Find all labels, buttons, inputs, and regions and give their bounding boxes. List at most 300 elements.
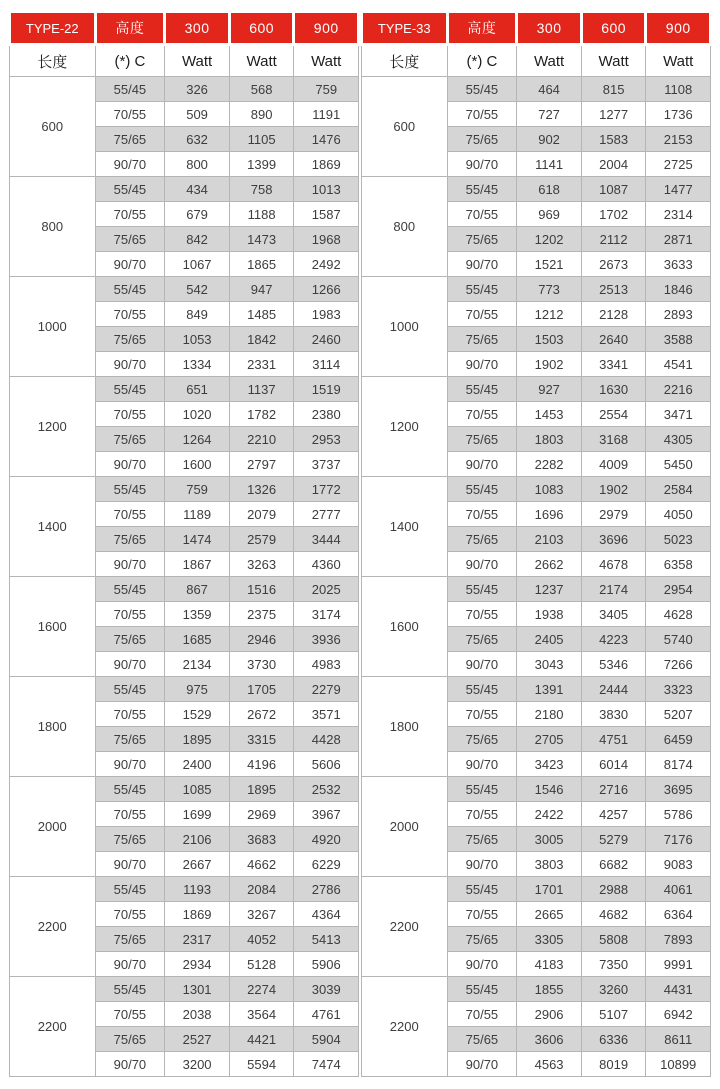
temp-ratio-cell: 70/55 — [95, 302, 165, 327]
temp-ratio-cell: 55/45 — [447, 877, 517, 902]
watt-value-cell: 3315 — [229, 727, 294, 752]
temp-ratio-cell: 55/45 — [447, 477, 517, 502]
type33-label: TYPE-33 — [362, 12, 448, 45]
watt-value-cell: 2979 — [581, 502, 646, 527]
watt-value-cell: 542 — [165, 277, 230, 302]
temp-ratio-cell: 55/45 — [95, 277, 165, 302]
watt-value-cell: 1521 — [517, 252, 582, 277]
watt-value-cell: 2554 — [581, 402, 646, 427]
temp-ratio-cell: 90/70 — [95, 552, 165, 577]
watt-value-cell: 8019 — [581, 1052, 646, 1077]
watt-value-cell: 1846 — [646, 277, 711, 302]
watt-value-cell: 4364 — [294, 902, 359, 927]
watt-value-cell: 1137 — [229, 377, 294, 402]
watt-value-cell: 2786 — [294, 877, 359, 902]
temp-ratio-cell: 90/70 — [95, 752, 165, 777]
temp-ratio-cell: 90/70 — [447, 152, 517, 177]
watt-value-cell: 2953 — [294, 427, 359, 452]
type33-subheader-row — [362, 45, 711, 77]
watt-value-cell: 1013 — [294, 177, 359, 202]
watt-value-cell: 8174 — [646, 752, 711, 777]
length-cell: 1000 — [10, 277, 96, 377]
watt-value-cell: 927 — [517, 377, 582, 402]
temp-ratio-cell: 90/70 — [447, 752, 517, 777]
watt-value-cell: 902 — [517, 127, 582, 152]
table-row — [362, 977, 711, 1002]
watt-value-cell: 1202 — [517, 227, 582, 252]
watt-value-cell: 7266 — [646, 652, 711, 677]
temp-ratio-cell: 70/55 — [447, 402, 517, 427]
table-row — [10, 677, 359, 702]
watt-value-cell: 4541 — [646, 352, 711, 377]
watt-value-cell: 4761 — [294, 1002, 359, 1027]
watt-value-cell: 3260 — [581, 977, 646, 1002]
watt-value-cell: 849 — [165, 302, 230, 327]
watt-value-cell: 1867 — [165, 552, 230, 577]
watt-value-cell: 3696 — [581, 527, 646, 552]
watt-value-cell: 4628 — [646, 602, 711, 627]
watt-value-cell: 773 — [517, 277, 582, 302]
type33-height-600: 600 — [581, 12, 646, 45]
watt-value-cell: 3588 — [646, 327, 711, 352]
watt-value-cell: 4223 — [581, 627, 646, 652]
type33-height-label: 高度 — [447, 12, 517, 45]
watt-value-cell: 2216 — [646, 377, 711, 402]
type22-label: TYPE-22 — [10, 12, 96, 45]
watt-value-cell: 5023 — [646, 527, 711, 552]
watt-value-cell: 1503 — [517, 327, 582, 352]
length-cell: 1800 — [10, 677, 96, 777]
watt-value-cell: 727 — [517, 102, 582, 127]
watt-value-cell: 1085 — [165, 777, 230, 802]
watt-value-cell: 1485 — [229, 302, 294, 327]
watt-value-cell: 1782 — [229, 402, 294, 427]
watt-value-cell: 2797 — [229, 452, 294, 477]
watt-value-cell: 2579 — [229, 527, 294, 552]
watt-value-cell: 3803 — [517, 852, 582, 877]
watt-value-cell: 4662 — [229, 852, 294, 877]
watt-value-cell: 2400 — [165, 752, 230, 777]
watt-value-cell: 1391 — [517, 677, 582, 702]
watt-value-cell: 1108 — [646, 77, 711, 102]
temp-ratio-cell: 75/65 — [447, 427, 517, 452]
watt-value-cell: 618 — [517, 177, 582, 202]
watt-value-cell: 1803 — [517, 427, 582, 452]
table-row — [362, 377, 711, 402]
watt-value-cell: 1301 — [165, 977, 230, 1002]
watt-value-cell: 1630 — [581, 377, 646, 402]
watt-value-cell: 1705 — [229, 677, 294, 702]
temp-ratio-cell: 75/65 — [447, 627, 517, 652]
temp-ratio-cell: 75/65 — [447, 1027, 517, 1052]
temp-ratio-cell: 90/70 — [95, 252, 165, 277]
type22-height-label: 高度 — [95, 12, 165, 45]
watt-value-cell: 3730 — [229, 652, 294, 677]
watt-value-cell: 7350 — [581, 952, 646, 977]
watt-value-cell: 4061 — [646, 877, 711, 902]
watt-value-cell: 4421 — [229, 1027, 294, 1052]
temp-ratio-cell: 70/55 — [447, 202, 517, 227]
watt-value-cell: 5906 — [294, 952, 359, 977]
temp-ratio-cell: 90/70 — [95, 952, 165, 977]
table-row — [362, 177, 711, 202]
watt-value-cell: 1699 — [165, 802, 230, 827]
watt-value-cell: 2128 — [581, 302, 646, 327]
watt-value-cell: 1895 — [165, 727, 230, 752]
watt-value-cell: 3114 — [294, 352, 359, 377]
watt-value-cell: 2954 — [646, 577, 711, 602]
table-row — [10, 977, 359, 1002]
watt-value-cell: 3341 — [581, 352, 646, 377]
temp-ratio-cell: 70/55 — [447, 102, 517, 127]
watt-value-cell: 4052 — [229, 927, 294, 952]
temp-ratio-cell: 75/65 — [447, 127, 517, 152]
watt-value-cell: 1477 — [646, 177, 711, 202]
watt-value-cell: 1546 — [517, 777, 582, 802]
temp-ratio-cell: 90/70 — [447, 552, 517, 577]
length-cell: 1600 — [10, 577, 96, 677]
table-row — [362, 77, 711, 102]
watt-value-cell: 1895 — [229, 777, 294, 802]
watt-value-cell: 1067 — [165, 252, 230, 277]
watt-value-cell: 1473 — [229, 227, 294, 252]
watt-value-cell: 2174 — [581, 577, 646, 602]
watt-value-cell: 2380 — [294, 402, 359, 427]
temp-ratio-cell: 70/55 — [95, 1002, 165, 1027]
watt-value-cell: 2893 — [646, 302, 711, 327]
type22-watt-label-2: Watt — [229, 45, 294, 77]
watt-value-cell: 6682 — [581, 852, 646, 877]
watt-value-cell: 5450 — [646, 452, 711, 477]
watt-value-cell: 3263 — [229, 552, 294, 577]
watt-value-cell: 1865 — [229, 252, 294, 277]
table-row — [10, 577, 359, 602]
watt-value-cell: 1191 — [294, 102, 359, 127]
temp-ratio-cell: 75/65 — [95, 327, 165, 352]
watt-value-cell: 759 — [294, 77, 359, 102]
temp-ratio-cell: 70/55 — [95, 702, 165, 727]
type22-height-300: 300 — [165, 12, 230, 45]
watt-value-cell: 4305 — [646, 427, 711, 452]
length-cell: 2200 — [362, 877, 448, 977]
type22-body — [10, 77, 359, 1077]
watt-value-cell: 1083 — [517, 477, 582, 502]
temp-ratio-cell: 75/65 — [447, 327, 517, 352]
watt-value-cell: 2210 — [229, 427, 294, 452]
length-cell: 2200 — [10, 877, 96, 977]
watt-value-cell: 6942 — [646, 1002, 711, 1027]
temp-ratio-cell: 55/45 — [95, 377, 165, 402]
watt-value-cell: 1701 — [517, 877, 582, 902]
watt-value-cell: 2777 — [294, 502, 359, 527]
type22-table — [8, 10, 360, 1077]
watt-value-cell: 1519 — [294, 377, 359, 402]
temp-ratio-cell: 75/65 — [95, 927, 165, 952]
temp-ratio-cell: 75/65 — [447, 927, 517, 952]
length-cell: 800 — [10, 177, 96, 277]
watt-value-cell: 1453 — [517, 402, 582, 427]
watt-value-cell: 2716 — [581, 777, 646, 802]
watt-value-cell: 679 — [165, 202, 230, 227]
temp-ratio-cell: 75/65 — [95, 627, 165, 652]
watt-value-cell: 1696 — [517, 502, 582, 527]
watt-value-cell: 3471 — [646, 402, 711, 427]
watt-value-cell: 5279 — [581, 827, 646, 852]
watt-value-cell: 2513 — [581, 277, 646, 302]
watt-value-cell: 1702 — [581, 202, 646, 227]
watt-value-cell: 2103 — [517, 527, 582, 552]
watt-value-cell: 326 — [165, 77, 230, 102]
watt-value-cell: 759 — [165, 477, 230, 502]
watt-value-cell: 867 — [165, 577, 230, 602]
type33-header-row — [362, 12, 711, 45]
temp-ratio-cell: 55/45 — [95, 877, 165, 902]
temp-ratio-cell: 75/65 — [95, 427, 165, 452]
watt-value-cell: 947 — [229, 277, 294, 302]
type22-header-row — [10, 12, 359, 45]
watt-value-cell: 3305 — [517, 927, 582, 952]
watt-value-cell: 2084 — [229, 877, 294, 902]
temp-ratio-cell: 55/45 — [447, 177, 517, 202]
watt-value-cell: 2079 — [229, 502, 294, 527]
watt-value-cell: 5740 — [646, 627, 711, 652]
watt-value-cell: 4431 — [646, 977, 711, 1002]
table-row — [10, 377, 359, 402]
watt-value-cell: 2988 — [581, 877, 646, 902]
watt-value-cell: 3005 — [517, 827, 582, 852]
watt-value-cell: 975 — [165, 677, 230, 702]
table-row — [362, 677, 711, 702]
watt-value-cell: 2725 — [646, 152, 711, 177]
watt-value-cell: 1188 — [229, 202, 294, 227]
watt-value-cell: 3267 — [229, 902, 294, 927]
watt-value-cell: 3444 — [294, 527, 359, 552]
length-cell: 2200 — [362, 977, 448, 1077]
table-row — [10, 77, 359, 102]
temp-ratio-cell: 70/55 — [95, 802, 165, 827]
watt-value-cell: 1529 — [165, 702, 230, 727]
watt-value-cell: 4050 — [646, 502, 711, 527]
watt-value-cell: 7176 — [646, 827, 711, 852]
type33-temp-label: (*) C — [447, 45, 517, 77]
watt-value-cell: 568 — [229, 77, 294, 102]
watt-value-cell: 2282 — [517, 452, 582, 477]
watt-value-cell: 6014 — [581, 752, 646, 777]
watt-value-cell: 2180 — [517, 702, 582, 727]
temp-ratio-cell: 70/55 — [95, 602, 165, 627]
temp-ratio-cell: 90/70 — [447, 652, 517, 677]
watt-value-cell: 2317 — [165, 927, 230, 952]
temp-ratio-cell: 55/45 — [447, 677, 517, 702]
length-cell: 600 — [10, 77, 96, 177]
watt-value-cell: 5128 — [229, 952, 294, 977]
temp-ratio-cell: 75/65 — [95, 1027, 165, 1052]
temp-ratio-cell: 70/55 — [95, 502, 165, 527]
temp-ratio-cell: 55/45 — [447, 277, 517, 302]
watt-value-cell: 1237 — [517, 577, 582, 602]
temp-ratio-cell: 55/45 — [447, 77, 517, 102]
temp-ratio-cell: 75/65 — [447, 827, 517, 852]
watt-value-cell: 842 — [165, 227, 230, 252]
watt-value-cell: 758 — [229, 177, 294, 202]
watt-value-cell: 4751 — [581, 727, 646, 752]
watt-value-cell: 2871 — [646, 227, 711, 252]
type22-watt-label-3: Watt — [294, 45, 359, 77]
temp-ratio-cell: 70/55 — [95, 402, 165, 427]
watt-value-cell: 4563 — [517, 1052, 582, 1077]
temp-ratio-cell: 70/55 — [447, 1002, 517, 1027]
temp-ratio-cell: 55/45 — [95, 577, 165, 602]
watt-value-cell: 4983 — [294, 652, 359, 677]
watt-value-cell: 3633 — [646, 252, 711, 277]
watt-value-cell: 3606 — [517, 1027, 582, 1052]
temp-ratio-cell: 55/45 — [95, 977, 165, 1002]
length-cell: 1200 — [10, 377, 96, 477]
temp-ratio-cell: 55/45 — [95, 177, 165, 202]
watt-value-cell: 2667 — [165, 852, 230, 877]
watt-value-cell: 2038 — [165, 1002, 230, 1027]
watt-value-cell: 5207 — [646, 702, 711, 727]
length-cell: 1600 — [362, 577, 448, 677]
temp-ratio-cell: 70/55 — [447, 702, 517, 727]
watt-value-cell: 1087 — [581, 177, 646, 202]
temp-ratio-cell: 55/45 — [447, 377, 517, 402]
watt-value-cell: 2665 — [517, 902, 582, 927]
watt-value-cell: 890 — [229, 102, 294, 127]
type22-subheader-row — [10, 45, 359, 77]
watt-value-cell: 4360 — [294, 552, 359, 577]
watt-value-cell: 3323 — [646, 677, 711, 702]
watt-value-cell: 1968 — [294, 227, 359, 252]
temp-ratio-cell: 55/45 — [95, 477, 165, 502]
watt-value-cell: 1193 — [165, 877, 230, 902]
watt-value-cell: 5346 — [581, 652, 646, 677]
watt-value-cell: 3564 — [229, 1002, 294, 1027]
watt-value-cell: 5413 — [294, 927, 359, 952]
table-row — [10, 277, 359, 302]
length-cell: 2200 — [10, 977, 96, 1077]
watt-value-cell: 632 — [165, 127, 230, 152]
watt-value-cell: 2460 — [294, 327, 359, 352]
watt-value-cell: 1359 — [165, 602, 230, 627]
watt-value-cell: 434 — [165, 177, 230, 202]
watt-value-cell: 3423 — [517, 752, 582, 777]
watt-value-cell: 2584 — [646, 477, 711, 502]
watt-value-cell: 3043 — [517, 652, 582, 677]
type33-height-900: 900 — [646, 12, 711, 45]
temp-ratio-cell: 90/70 — [447, 252, 517, 277]
watt-value-cell: 1983 — [294, 302, 359, 327]
watt-value-cell: 2492 — [294, 252, 359, 277]
temp-ratio-cell: 55/45 — [447, 577, 517, 602]
type22-height-900: 900 — [294, 12, 359, 45]
watt-value-cell: 1141 — [517, 152, 582, 177]
length-cell: 800 — [362, 177, 448, 277]
type33-watt-label-1: Watt — [517, 45, 582, 77]
watt-value-cell: 2662 — [517, 552, 582, 577]
watt-value-cell: 1869 — [294, 152, 359, 177]
watt-value-cell: 5808 — [581, 927, 646, 952]
temp-ratio-cell: 55/45 — [95, 777, 165, 802]
temp-ratio-cell: 55/45 — [95, 77, 165, 102]
watt-value-cell: 1212 — [517, 302, 582, 327]
watt-value-cell: 651 — [165, 377, 230, 402]
watt-value-cell: 1189 — [165, 502, 230, 527]
watt-value-cell: 1855 — [517, 977, 582, 1002]
temp-ratio-cell: 90/70 — [95, 152, 165, 177]
watt-value-cell: 2444 — [581, 677, 646, 702]
temp-ratio-cell: 75/65 — [447, 227, 517, 252]
watt-value-cell: 1264 — [165, 427, 230, 452]
watt-value-cell: 3830 — [581, 702, 646, 727]
watt-value-cell: 2279 — [294, 677, 359, 702]
watt-value-cell: 464 — [517, 77, 582, 102]
table-row — [362, 777, 711, 802]
length-cell: 600 — [362, 77, 448, 177]
watt-value-cell: 800 — [165, 152, 230, 177]
temp-ratio-cell: 55/45 — [447, 777, 517, 802]
length-cell: 1200 — [362, 377, 448, 477]
watt-value-cell: 2946 — [229, 627, 294, 652]
temp-ratio-cell: 75/65 — [95, 727, 165, 752]
watt-value-cell: 3174 — [294, 602, 359, 627]
watt-value-cell: 1772 — [294, 477, 359, 502]
watt-value-cell: 2134 — [165, 652, 230, 677]
watt-value-cell: 2969 — [229, 802, 294, 827]
watt-value-cell: 2532 — [294, 777, 359, 802]
watt-value-cell: 7893 — [646, 927, 711, 952]
watt-value-cell: 815 — [581, 77, 646, 102]
watt-value-cell: 1600 — [165, 452, 230, 477]
watt-value-cell: 2153 — [646, 127, 711, 152]
watt-value-cell: 3737 — [294, 452, 359, 477]
watt-value-cell: 1020 — [165, 402, 230, 427]
watt-value-cell: 1583 — [581, 127, 646, 152]
temp-ratio-cell: 75/65 — [95, 227, 165, 252]
temp-ratio-cell: 90/70 — [95, 652, 165, 677]
length-cell: 1400 — [362, 477, 448, 577]
temp-ratio-cell: 75/65 — [447, 727, 517, 752]
watt-value-cell: 7474 — [294, 1052, 359, 1077]
temp-ratio-cell: 70/55 — [447, 902, 517, 927]
watt-value-cell: 3683 — [229, 827, 294, 852]
watt-value-cell: 1938 — [517, 602, 582, 627]
watt-value-cell: 1516 — [229, 577, 294, 602]
type22-watt-label-1: Watt — [165, 45, 230, 77]
temp-ratio-cell: 70/55 — [95, 102, 165, 127]
watt-value-cell: 1902 — [517, 352, 582, 377]
watt-value-cell: 1587 — [294, 202, 359, 227]
watt-value-cell: 3936 — [294, 627, 359, 652]
watt-value-cell: 2106 — [165, 827, 230, 852]
watt-value-cell: 5786 — [646, 802, 711, 827]
watt-value-cell: 9083 — [646, 852, 711, 877]
watt-value-cell: 3200 — [165, 1052, 230, 1077]
temp-ratio-cell: 55/45 — [447, 977, 517, 1002]
watt-value-cell: 2934 — [165, 952, 230, 977]
type22-length-label: 长度 — [10, 45, 96, 77]
table-row — [10, 177, 359, 202]
temp-ratio-cell: 75/65 — [447, 527, 517, 552]
watt-value-cell: 2405 — [517, 627, 582, 652]
table-row — [362, 277, 711, 302]
watt-value-cell: 2673 — [581, 252, 646, 277]
watt-value-cell: 2331 — [229, 352, 294, 377]
watt-value-cell: 2422 — [517, 802, 582, 827]
temp-ratio-cell: 90/70 — [95, 852, 165, 877]
type33-length-label: 长度 — [362, 45, 448, 77]
temp-ratio-cell: 90/70 — [447, 352, 517, 377]
